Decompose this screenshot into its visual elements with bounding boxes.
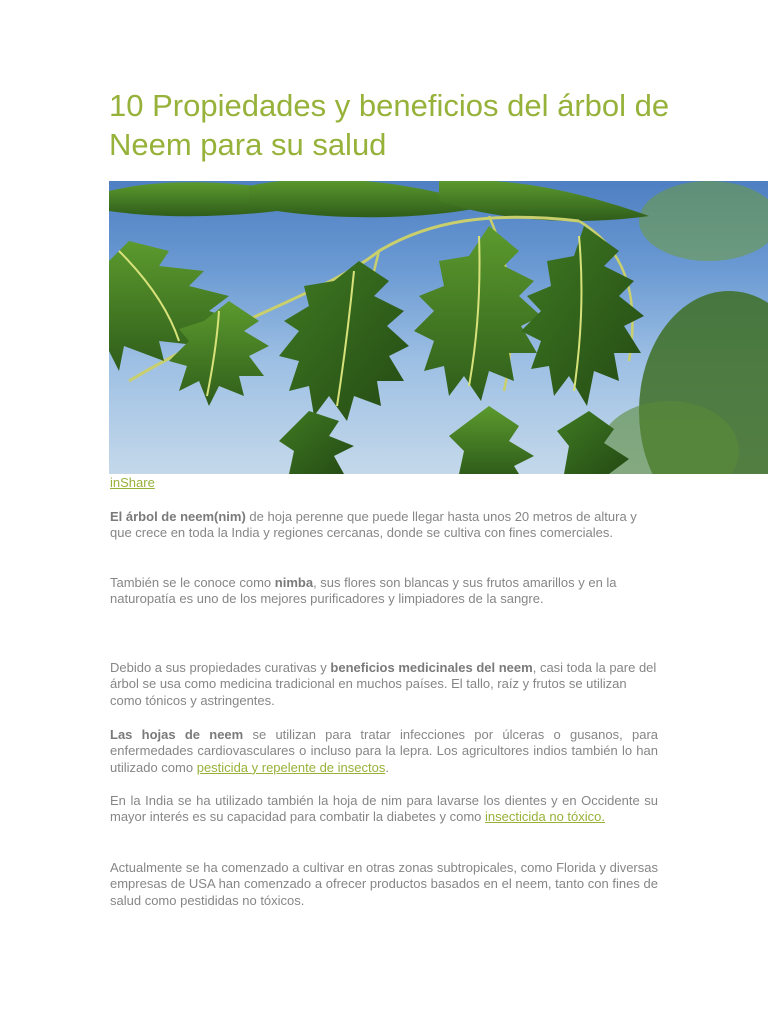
paragraph-text: , sus flores son blancas y sus frutos amarillos y en la naturopatía es uno de los mejores purificadores y limpiadores de la sangre. xyxy=(110,575,617,607)
paragraph-text: Debido a sus propiedades curativas y xyxy=(110,660,331,675)
insecticide-link[interactable]: insecticida no tóxico. xyxy=(485,809,605,825)
pesticide-link[interactable]: pesticida y repelente de insectos xyxy=(196,759,386,775)
paragraph-text: . xyxy=(385,759,389,775)
paragraph-bold: Las hojas de neem xyxy=(110,727,244,742)
paragraph-cultivation xyxy=(110,860,658,909)
paragraph-bold: beneficios medicinales del neem xyxy=(330,660,533,675)
paragraph-text: , casi toda la pare del árbol se usa como medicina tradicional en muchos países. El tallo, raíz y frutos se utilizan como tónicos y astringentes. xyxy=(110,660,657,708)
paragraph-text: También se le conoce como xyxy=(110,575,275,590)
paragraph-bold: nimba xyxy=(274,575,314,590)
paragraph-text: se utilizan para tratar infecciones por úlceras o gusanos, para enfermedades cardiovasculares o incluso para la lepra. Los agricultores indios también lo han utilizado como xyxy=(110,727,659,775)
neem-leaves-photo xyxy=(109,181,768,474)
neem-leaves-icon xyxy=(109,181,768,474)
paragraph-nimba xyxy=(110,575,658,608)
paragraph-text: Actualmente se ha comenzado a cultivar en otras zonas subtropicales, como Florida y diversas empresas de USA han comenzado a ofrecer productos basados en el neem, tanto con fines de salud como pestididas no tóxicos. xyxy=(110,860,658,908)
paragraph-intro xyxy=(110,509,658,542)
paragraph-text: de hoja perenne que puede llegar hasta unos 20 metros de altura y que crece en toda la India y regiones cercanas, donde se cultiva con fines comerciales. xyxy=(110,509,637,541)
inshare-link[interactable]: inShare xyxy=(110,475,155,490)
article-title: 10 Propiedades y beneficios del árbol de Neem para su salud xyxy=(109,88,670,162)
paragraph-medicinal xyxy=(110,660,658,709)
paragraph-bold: El árbol de neem(nim) xyxy=(110,509,246,524)
paragraph-text: En la India se ha utilizado también la hoja de nim para lavarse los dientes y en Occidente su mayor interés es su capacidad para combatir la diabetes y como xyxy=(110,793,658,825)
paragraph-india xyxy=(110,793,658,826)
paragraph-leaves xyxy=(110,727,658,776)
